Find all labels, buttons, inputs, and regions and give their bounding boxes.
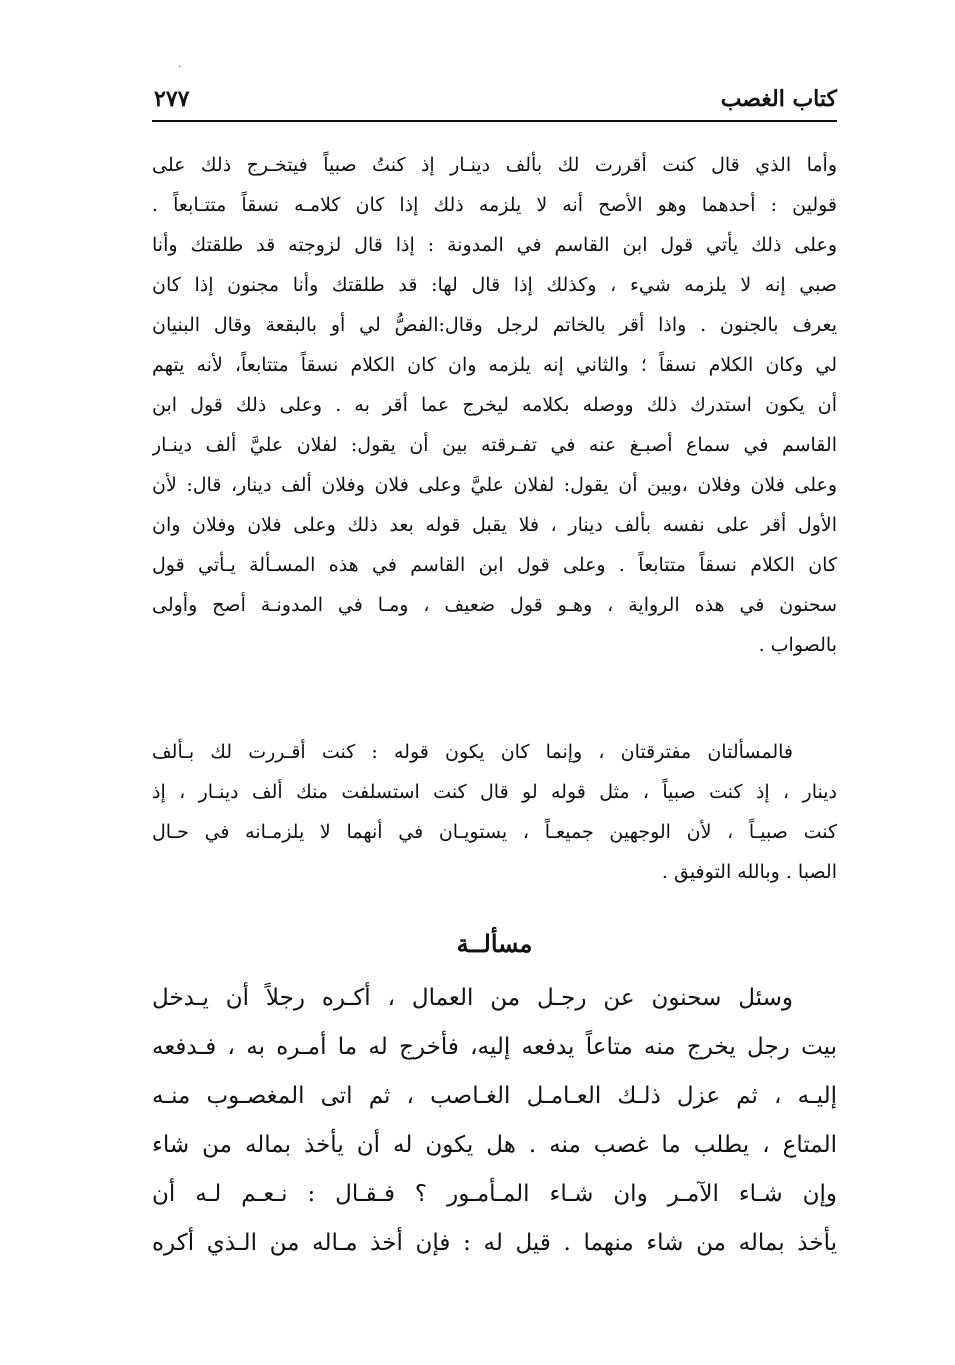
chapter-title: كتاب الغصب — [720, 86, 837, 112]
text-line: المتاع ، يطلب ما غصب منه . هل يكون له أن يأخذ بماله من شاء — [152, 1132, 837, 1158]
page-number: ٢٧٧ — [154, 86, 190, 112]
text-line: كان الكلام نسقاً متتابعاً . وعلى قول ابن القاسم في هذه المسـألة يـأتي قول — [152, 554, 837, 576]
text-line: وإن شـاء الآمـر وان شـاء المـأمـور ؟ فـقـال : نـعـم لـه أن — [152, 1181, 837, 1207]
text-line: القاسم في سماع أصبـغ عنه في تفـرقته بين أن يقول: لفلان عليَّ ألف دينـار — [152, 434, 837, 456]
text-line: لي وكان الكلام نسقاً ؛ والثاني إنه يلزمه وان كان الكلام نسقاً متتابعاً، لأنه يتهم — [152, 354, 837, 376]
text-line: بيت رجل يخرج منه متاعاً يدفعه إليه، فأخرج له ما أمـره به ، فـدفعه — [152, 1034, 837, 1060]
section-heading: مسألــة — [456, 929, 533, 958]
text-line: يعرف بالجنون . واذا أقر بالخاتم لرجل وقال:الفصُّ لي أو بالبقعة وقال البنيان — [152, 314, 837, 336]
text-line: وعلى فلان وفلان ،وبين أن يقول: لفلان عليَّ وعلى فلان وفلان ألف دينار، قال: لأن — [152, 474, 837, 496]
text-line: إليـه ، ثم عزل ذلـك العـامـل الغـاصب ، ثم اتى المغصـوب منـه — [152, 1083, 837, 1109]
text-line: الصبا . وبالله التوفيق . — [661, 861, 837, 883]
running-header — [152, 86, 837, 122]
text-line: وعلى ذلك يأتي قول ابن القاسم في المدونة : إذا قال لزوجته قد طلقتك وأنا — [152, 234, 837, 256]
text-line: أن يكون استدرك ذلك ووصله بكلامه ليخرج عما أقر به . وعلى ذلك قول ابن — [152, 394, 837, 416]
page-mark: · — [178, 62, 182, 73]
text-line: فالمسألتان مفترقتان ، وإنما كان يكون قوله : كنت أقـررت لك بـألف — [152, 741, 793, 763]
text-line: يأخذ بماله من شاء منهما . قيل له : فإن أخذ مـاله من الـذي أكره — [152, 1230, 837, 1256]
text-line: الأول أقر على نفسه بألف دينار ، فلا يقبل قوله بعد ذلك وعلى فلان وفلان وان — [152, 514, 837, 536]
paragraph-1 — [152, 145, 837, 665]
text-line: دينار ، إذ كنت صبياً ، مثل قوله لو قال كنت استسلفت منك ألف دينـار ، إذ — [152, 781, 837, 803]
text-line: كنت صبيـاً ، لأن الوجهين جميعـاً ، يستويـان في أنهما لا يلزمـانه في حـال — [152, 821, 837, 843]
text-line: سحنون في هذه الرواية ، وهـو قول ضعيف ، ومـا في المدونـة أصح وأولى — [152, 594, 837, 616]
text-line: صبي إنه لا يلزمه شيء ، وكذلك إذا قال لها: قد طلقتك وأنا مجنون إذا كان — [152, 274, 837, 296]
paragraph-3 — [152, 974, 837, 1268]
text-line: قولين : أحدهما وهو الأصح أنه لا يلزمه ذلك إذا كان كلامـه نسقاً متتـابعاً . — [152, 194, 837, 216]
text-line: وسئل سحنون عن رجـل من العمال ، أكـره رجلاً أن يـدخل — [152, 985, 793, 1011]
text-line: وأما الذي قال كنت أقررت لك بألف دينـار إذ كنتُ صبياً فيتخـرج ذلك على — [152, 154, 837, 176]
paragraph-2 — [152, 732, 837, 892]
text-line: بالصواب . — [758, 634, 837, 656]
